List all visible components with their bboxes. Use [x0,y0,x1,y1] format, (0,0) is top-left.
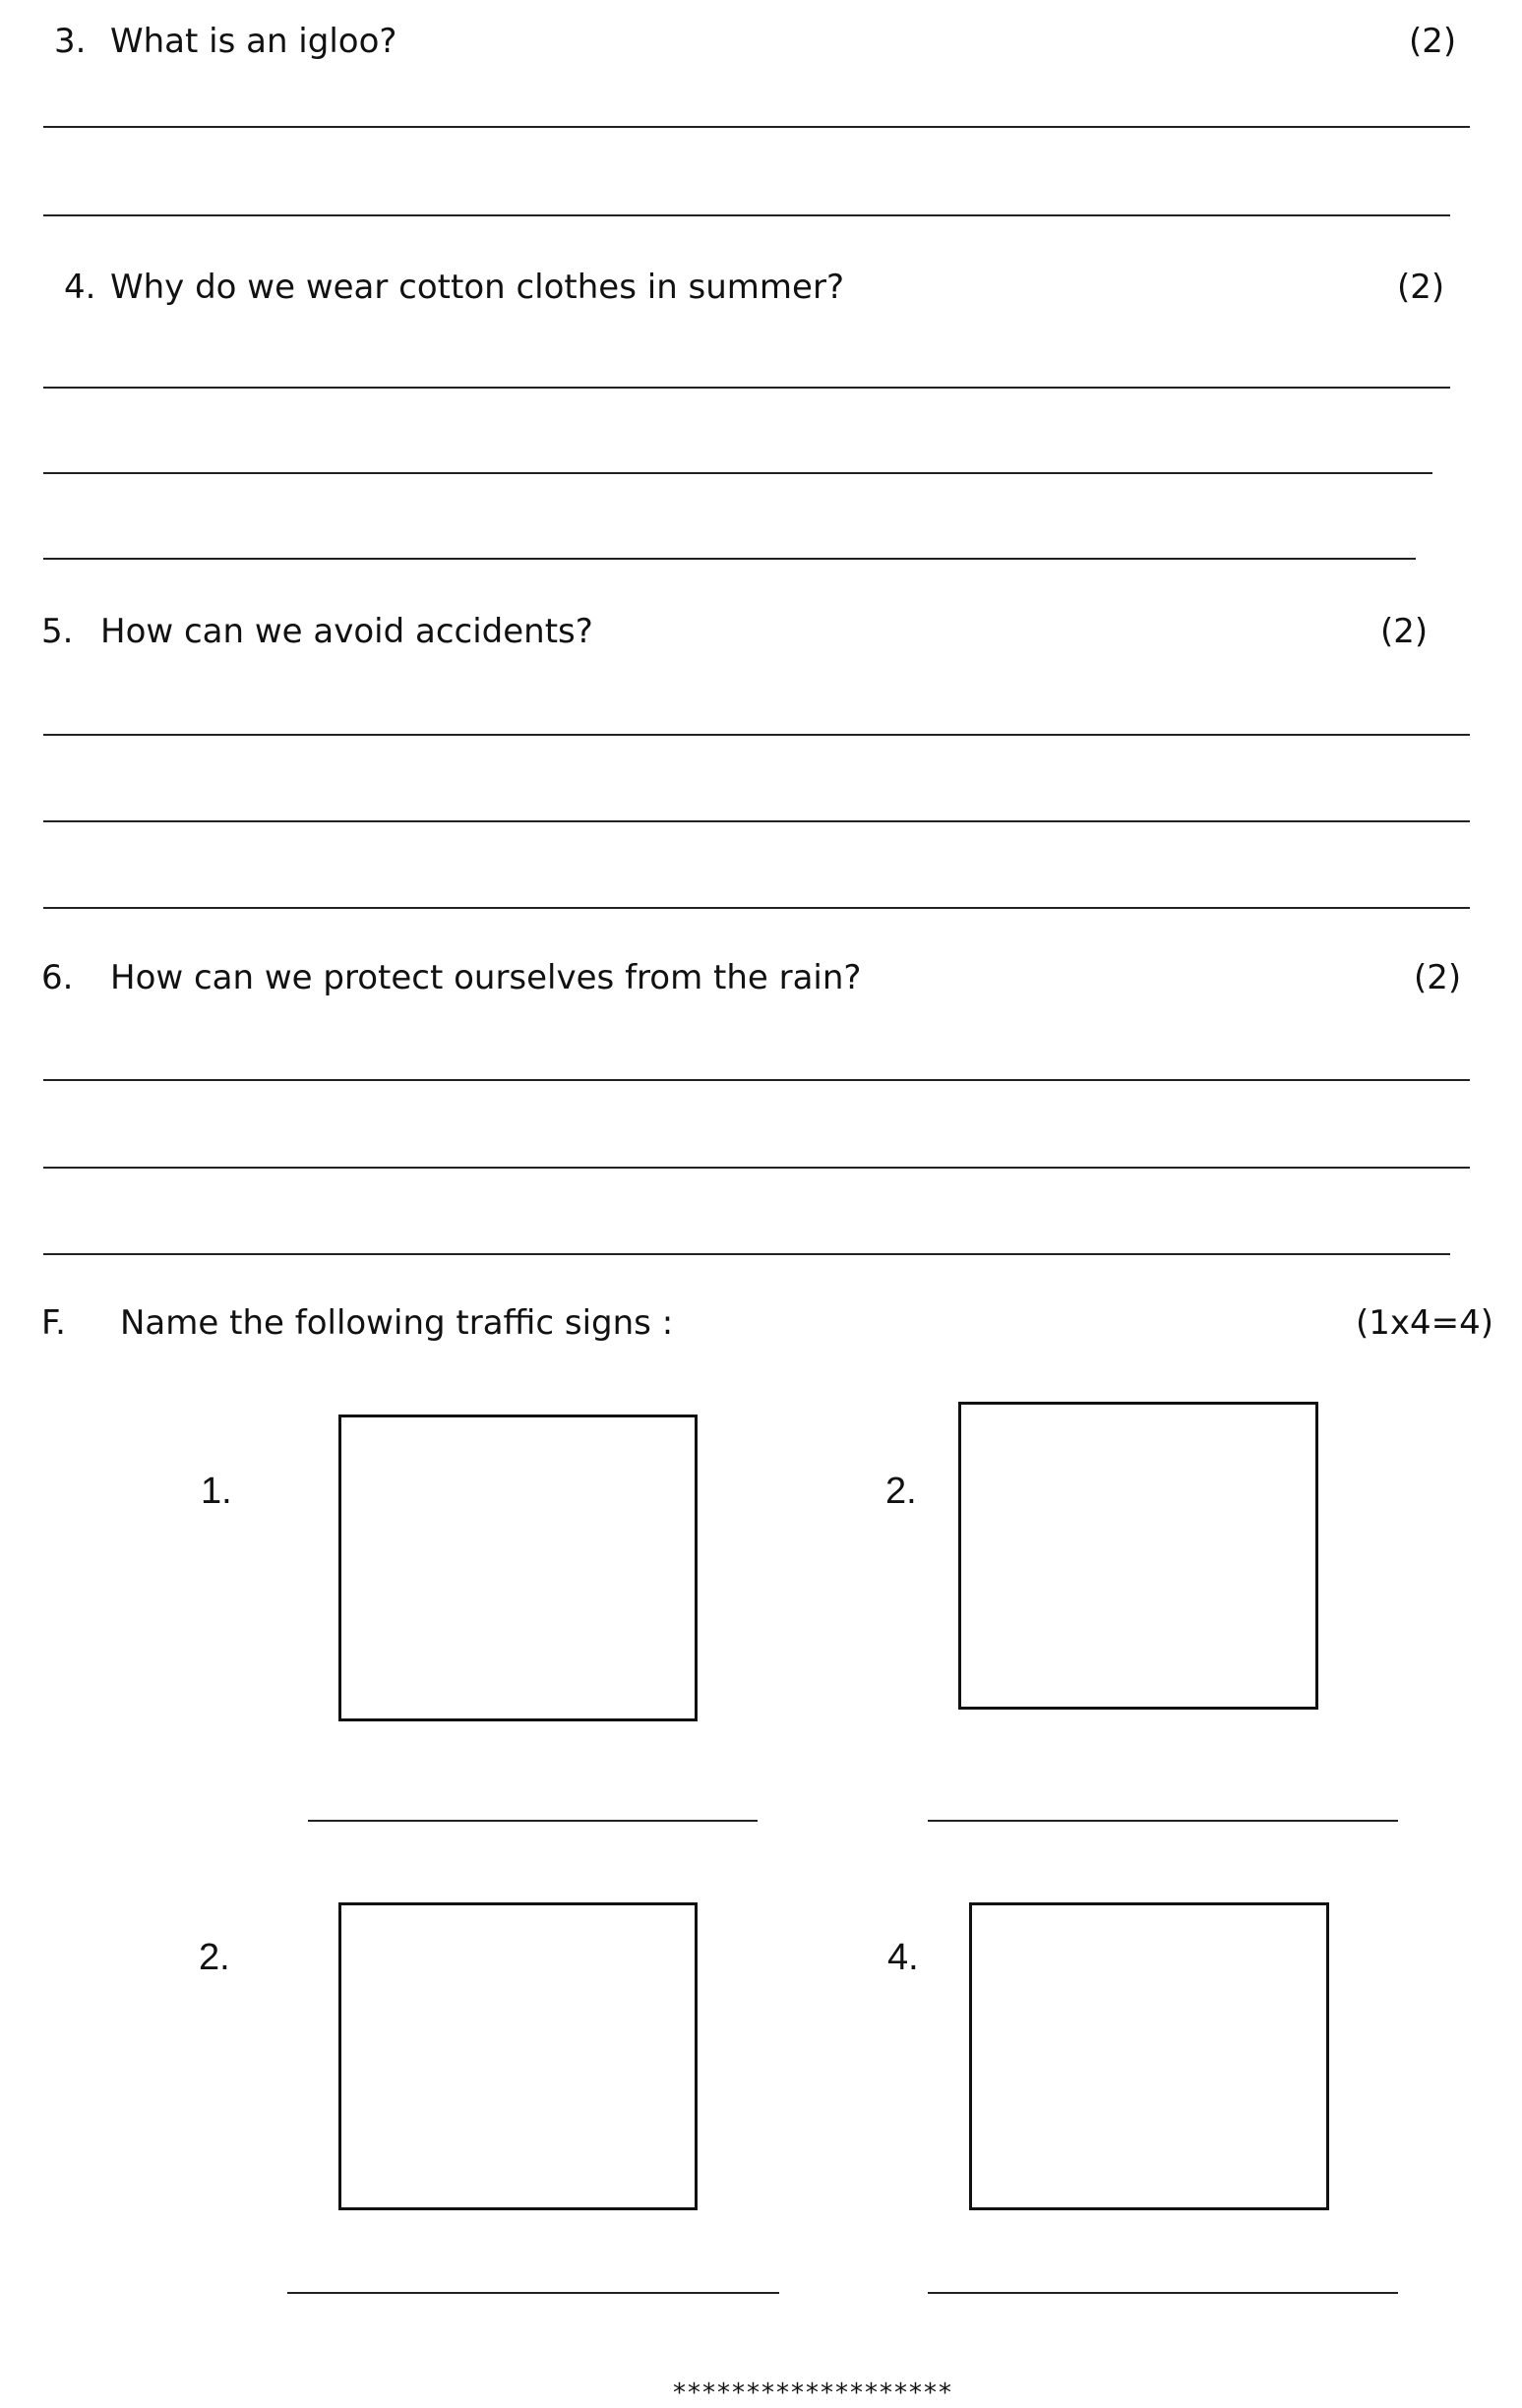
traffic-sign-box [958,1402,1318,1710]
answer-line[interactable] [43,1253,1450,1255]
question-4-marks: (2) [1397,268,1445,307]
answer-line[interactable] [43,907,1470,909]
sign-answer-line[interactable] [308,1820,758,1822]
answer-line[interactable] [43,1167,1470,1169]
section-f-title: Name the following traffic signs : [120,1303,674,1343]
sign-2-number: 2. [885,1471,917,1512]
question-5-marks: (2) [1380,612,1429,651]
sign-3-number: 2. [199,1937,230,1978]
answer-line[interactable] [43,820,1470,822]
question-3-number: 3. [54,22,87,61]
answer-line[interactable] [43,126,1470,128]
answer-line[interactable] [43,472,1432,474]
question-3-text: What is an igloo? [110,22,397,61]
question-6-text: How can we protect ourselves from the rain? [110,958,862,997]
traffic-sign-box [338,1902,698,2210]
section-f-label: F. [41,1303,66,1343]
traffic-sign-box [338,1415,698,1721]
footer-stars: ******************* [673,2378,953,2408]
question-4-number: 4. [64,268,96,307]
question-5-text: How can we avoid accidents? [100,612,593,651]
sign-4-number: 4. [887,1937,919,1978]
answer-line[interactable] [43,214,1450,216]
sign-answer-line[interactable] [928,1820,1398,1822]
question-6-number: 6. [41,958,74,997]
question-3-marks: (2) [1409,22,1457,61]
question-5-number: 5. [41,612,74,651]
sign-answer-line[interactable] [287,2292,779,2294]
sign-1-number: 1. [201,1471,232,1512]
answer-line[interactable] [43,387,1450,389]
answer-line[interactable] [43,1079,1470,1081]
question-6-marks: (2) [1414,958,1462,997]
answer-line[interactable] [43,734,1470,736]
answer-line[interactable] [43,558,1416,560]
question-4-text: Why do we wear cotton clothes in summer? [110,268,844,307]
traffic-sign-box [969,1902,1329,2210]
sign-answer-line[interactable] [928,2292,1398,2294]
section-f-marks: (1x4=4) [1356,1303,1494,1343]
